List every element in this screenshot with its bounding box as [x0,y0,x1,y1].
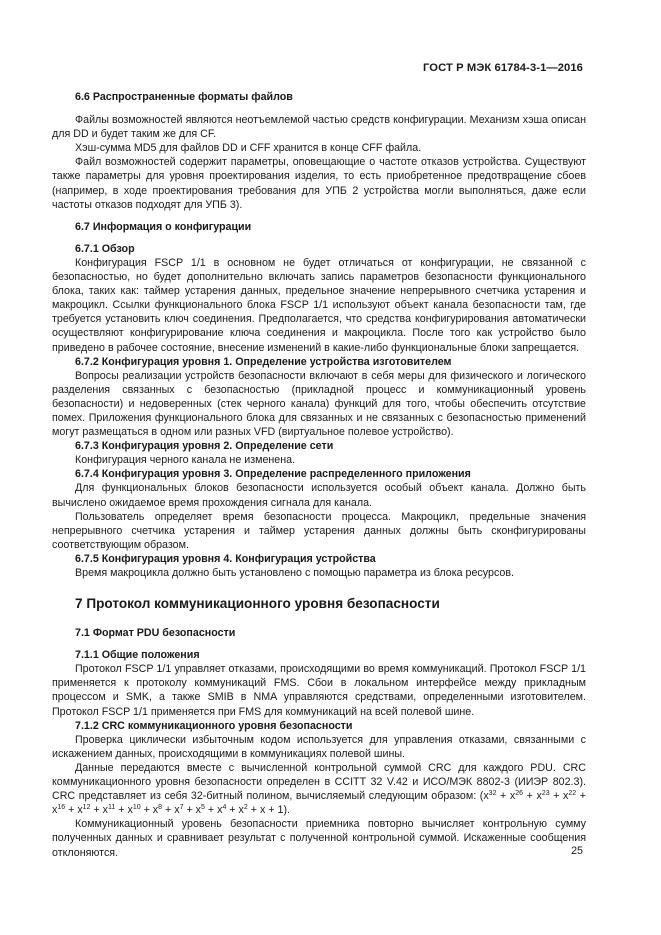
crc-paragraph [52,761,586,817]
page-number: 25 [571,845,583,857]
polynomial-exponent: 26 [515,790,524,798]
paragraph: Файл возможностей содержит параметры, оповещающие о частоте отказов устройства. Существуют также параметры для уровня проектирования изделия, то есть приобретенное предотвращение сбоев (например, в ходе проектирования требования для УПБ 2 устройства могли выполняться, даже если частоты отказов подходят для УПБ 3). [52,156,586,211]
crc-text: Данные передаются вместе с вычисленной контрольной суммой CRC для каждого PDU. CRC коммуникационного уровня безопасности определен в CCITT 32 V.42 и ИСО/МЭК 8802-3 (ИИЭР 802.3). CRC представляет из себя 32-битный полином, вычисляемый следующим образом: [52,761,586,803]
polynomial-exponent: 32 [488,790,497,798]
section-6-7-1-heading: 6.7.1 Обзор [75,242,135,255]
polynomial-exponent: 10 [132,804,141,812]
section-6-6-heading: 6.6 Распространенные форматы файлов [75,91,293,103]
paragraph: Конфигурация FSCP 1/1 в основном не будет отличаться от конфигурации, не связанной с безопасностью, но будет дополнительно включать запись параметров безопасности функционального блока, таких как: таймер устарения данных, предельное значение непрерывного счетчика устарения и макроцикл. Ссылки функционального блока FSCP 1/1 используют объект канала безопасности там, где требуется установить ключ соединения. Предполагается, что средства конфигурирования автоматически осуществляют конфигурирование ключа соединения и макроцикла. После того как устройство было приведено в рабочее состояние, внесение изменений в какие-либо функциональные блоки запрещается. [52,256,586,354]
polynomial-exponent: 16 [57,804,66,812]
polynomial-exponent: 8 [158,804,163,812]
page-content [52,90,586,860]
section-7-heading: 7 Протокол коммуникационного уровня безопасности [75,596,440,612]
paragraph: Хэш-сумма MD5 для файлов DD и CFF хранится в конце CFF файла. [75,142,422,155]
section-6-7-4-heading: 6.7.4 Конфигурация уровня 3. Определение распределенного приложения [75,468,471,481]
polynomial-exponent: 2 [243,804,248,812]
paragraph: Протокол FSCP 1/1 управляет отказами, происходящими во время коммуникаций. Протокол FSCP 1/1 применяется к протоколу коммуникаций FMS. Сбои в локальном интерфейсе между прикладным процессом и SMK, а также SMIB в NMA управляются средствами, определенными изготовителем. Протокол FSCP 1/1 применяется при FMS для коммуникаций на всей полевой шине. [52,663,586,718]
polynomial-exponent: 23 [541,790,550,798]
section-6-7-heading: 6.7 Информация о конфигурации [75,220,252,233]
paragraph: Пользователь определяет время безопасности процесса. Макроцикл, предельные значения непрерывного счетчика устарения и таймер устарения данных должны быть сконфигурированы соответствующим образом. [52,510,586,551]
paragraph: Проверка циклически избыточным кодом используется для управления отказами, связанными с искажением данных, происходящими в коммуникациях полевой шины. [52,733,586,760]
standard-designation: ГОСТ Р МЭК 61784-3-1—2016 [422,62,583,74]
section-7-1-heading: 7.1 Формат PDU безопасности [75,627,236,640]
polynomial-exponent: 22 [568,790,577,798]
section-6-7-2-heading: 6.7.2 Конфигурация уровня 1. Определение устройства изготовителем [75,355,452,368]
polynomial-exponent: 4 [222,804,227,812]
section-7-1-2-heading: 7.1.2 CRC коммуникационного уровня безопасности [75,719,353,732]
polynomial-exponent: 11 [108,804,116,812]
polynomial-exponent: 5 [201,804,205,812]
polynomial-exponent: 12 [82,804,91,812]
paragraph: Время макроцикла должно быть установлено с помощью параметра из блока ресурсов. [75,567,515,579]
polynomial-exponent: 7 [179,804,184,812]
paragraph: Вопросы реализации устройств безопасности включают в себя меры для физического и логического разделения связанных с безопасностью (прикладной процесс и коммуникационный уровень безопасности) и недоверенных (стек черного канала) функций для того, чтобы обеспечить отсутствие помех. Приложения функционального блока для связанных и не связанных с безопасностью применений могут размещаться в одном или разных VFD (виртуальное полевое устройство). [52,369,586,439]
paragraph: Для функциональных блоков безопасности используется особый объект канала. Должно быть вычислено ожидаемое время прохождения сигнала для канала. [52,482,586,509]
section-7-1-1-heading: 7.1.1 Общие положения [75,649,200,662]
crc-polynomial: $(x^{32} + x^{26} + x^{23} + x^{22} + x^{16} + x^{12} + x^{11} + x^{10} + x^8 + x^7 + x^5 + x^4 + x^2 + x + 1)$. [52,790,586,817]
paragraph: Конфигурация черного канала не изменена. [75,454,296,467]
section-6-7-3-heading: 6.7.3 Конфигурация уровня 2. Определение сети [75,440,334,453]
paragraph: Файлы возможностей являются неотъемлемой частью средств конфигурации. Механизм хэша описан для DD и будет таким же для CF. [52,114,586,141]
paragraph: Коммуникационный уровень безопасности приемника повторно вычисляет контрольную сумму полученных данных и сравнивает результат с полученной контрольной суммой. Искаженные сообщения отклоняются. [52,818,586,859]
section-6-7-5-heading: 6.7.5 Конфигурация уровня 4. Конфигурация устройства [75,552,376,565]
